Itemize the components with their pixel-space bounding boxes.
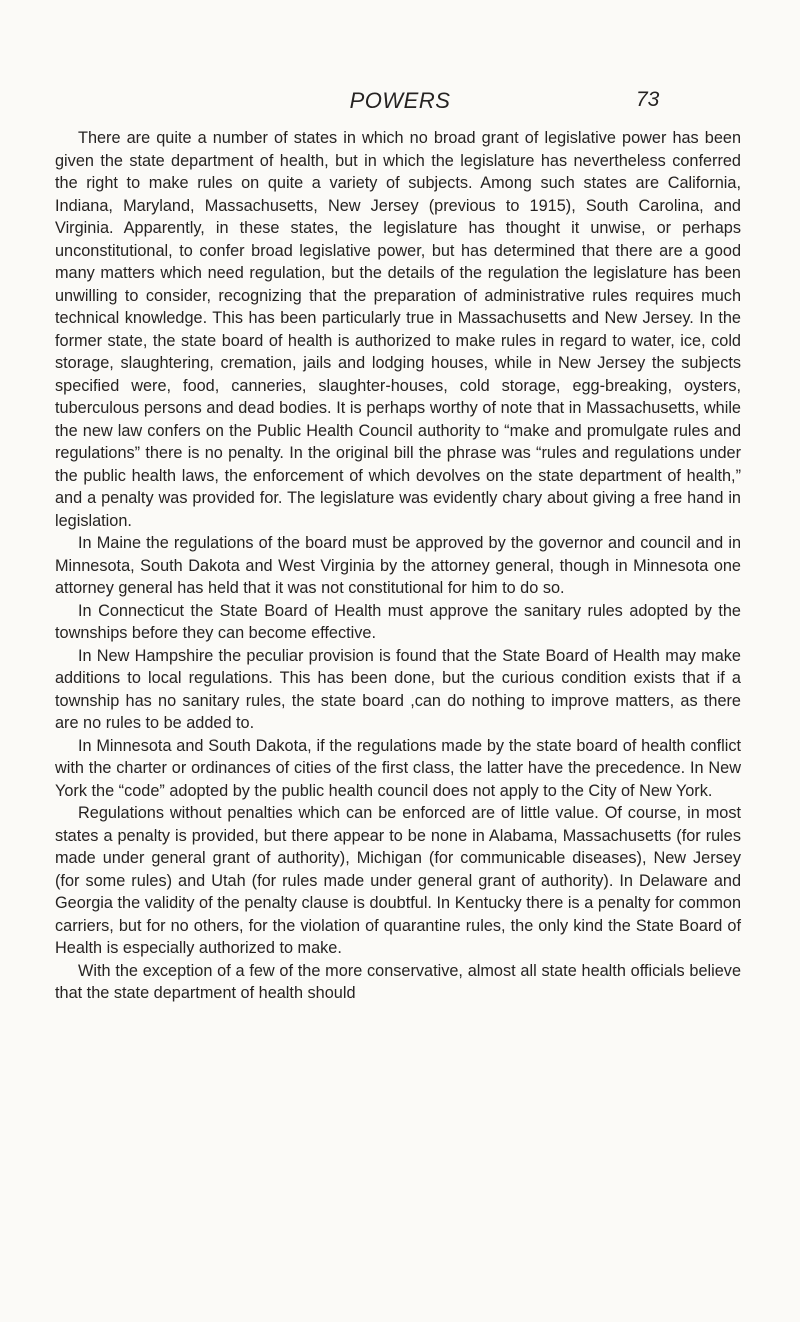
paragraph-2: In Maine the regulations of the board must be approved by the governor and council and in Minnesota, South Dakota and West Virginia by the attorney general, though in Minnesota one attorney general has held that it was not constitutional for him to do so. <box>55 534 741 597</box>
paragraph-6: Regulations without penalties which can be enforced are of little value. Of course, in most states a penalty is provided, but there appear to be none in Alabama, Massachusetts (for rules made under general grant of authority), Michigan (for communicable diseases), New Jersey (for some rules) and Utah (for rules made under general grant of authority). In Delaware and Georgia the validity of the penalty clause is doubtful. In Kentucky there is a penalty for common carriers, but for no others, for the violation of quarantine rules, the only kind the State Board of Health is especially authorized to make. <box>55 804 741 957</box>
paragraph-4: In New Hampshire the peculiar provision is found that the State Board of Health may make additions to local regulations. This has been done, but the curious condition exists that if a township has no sanitary rules, the state board ,can do nothing to improve matters, as there are no rules to be added to. <box>55 646 741 732</box>
body-text <box>55 127 741 1005</box>
running-header <box>0 88 800 118</box>
paragraph-1: There are quite a number of states in which no broad grant of legislative power has been given the state department of health, but in which the legislature has nevertheless conferred the right to make rules on quite a variety of subjects. Among such states are California, Indiana, Maryland, Massachusetts, New Jersey (previous to 1915), South Carolina, and Virginia. Apparently, in these states, the legislature has thought it unwise, or perhaps unconstitutional, to confer broad legislative power, but has determined that there are a good many matters which need regulation, but the details of the regulation the legislature has been unwilling to consider, recognizing that the preparation of administrative rules requires much technical knowledge. This has been particularly true in Massachusetts and New Jersey. In the former state, the state board of health is authorized to make rules in regard to water, ice, cold storage, slaughtering, cremation, jails and lodging houses, while in New Jersey the subjects specified were, food, canneries, slaughter-houses, cold storage, egg-breaking, oysters, tuberculous persons and dead bodies. It is perhaps worthy of note that in Massachusetts, while the new law confers on the Public Health Council authority to “make and promulgate rules and regulations” there is no penalty. In the original bill the phrase was “rules and regulations under the public health laws, the enforcement of which devolves on the state department of health,” and a penalty was provided for. The legislature was evidently chary about giving a free hand in legislation. <box>55 129 741 530</box>
paragraph-3: In Connecticut the State Board of Health must approve the sanitary rules adopted by the townships before they can become effective. <box>55 601 741 642</box>
paragraph-5: In Minnesota and South Dakota, if the regulations made by the state board of health conflict with the charter or ordinances of cities of the first class, the latter have the precedence. In New York the “code” adopted by the public health council does not apply to the City of New York. <box>55 736 741 800</box>
page-number: 73 <box>636 88 660 111</box>
running-title: POWERS <box>349 88 451 113</box>
paragraph-7: With the exception of a few of the more conservative, almost all state health officials believe that the state department of health should <box>55 961 741 1002</box>
